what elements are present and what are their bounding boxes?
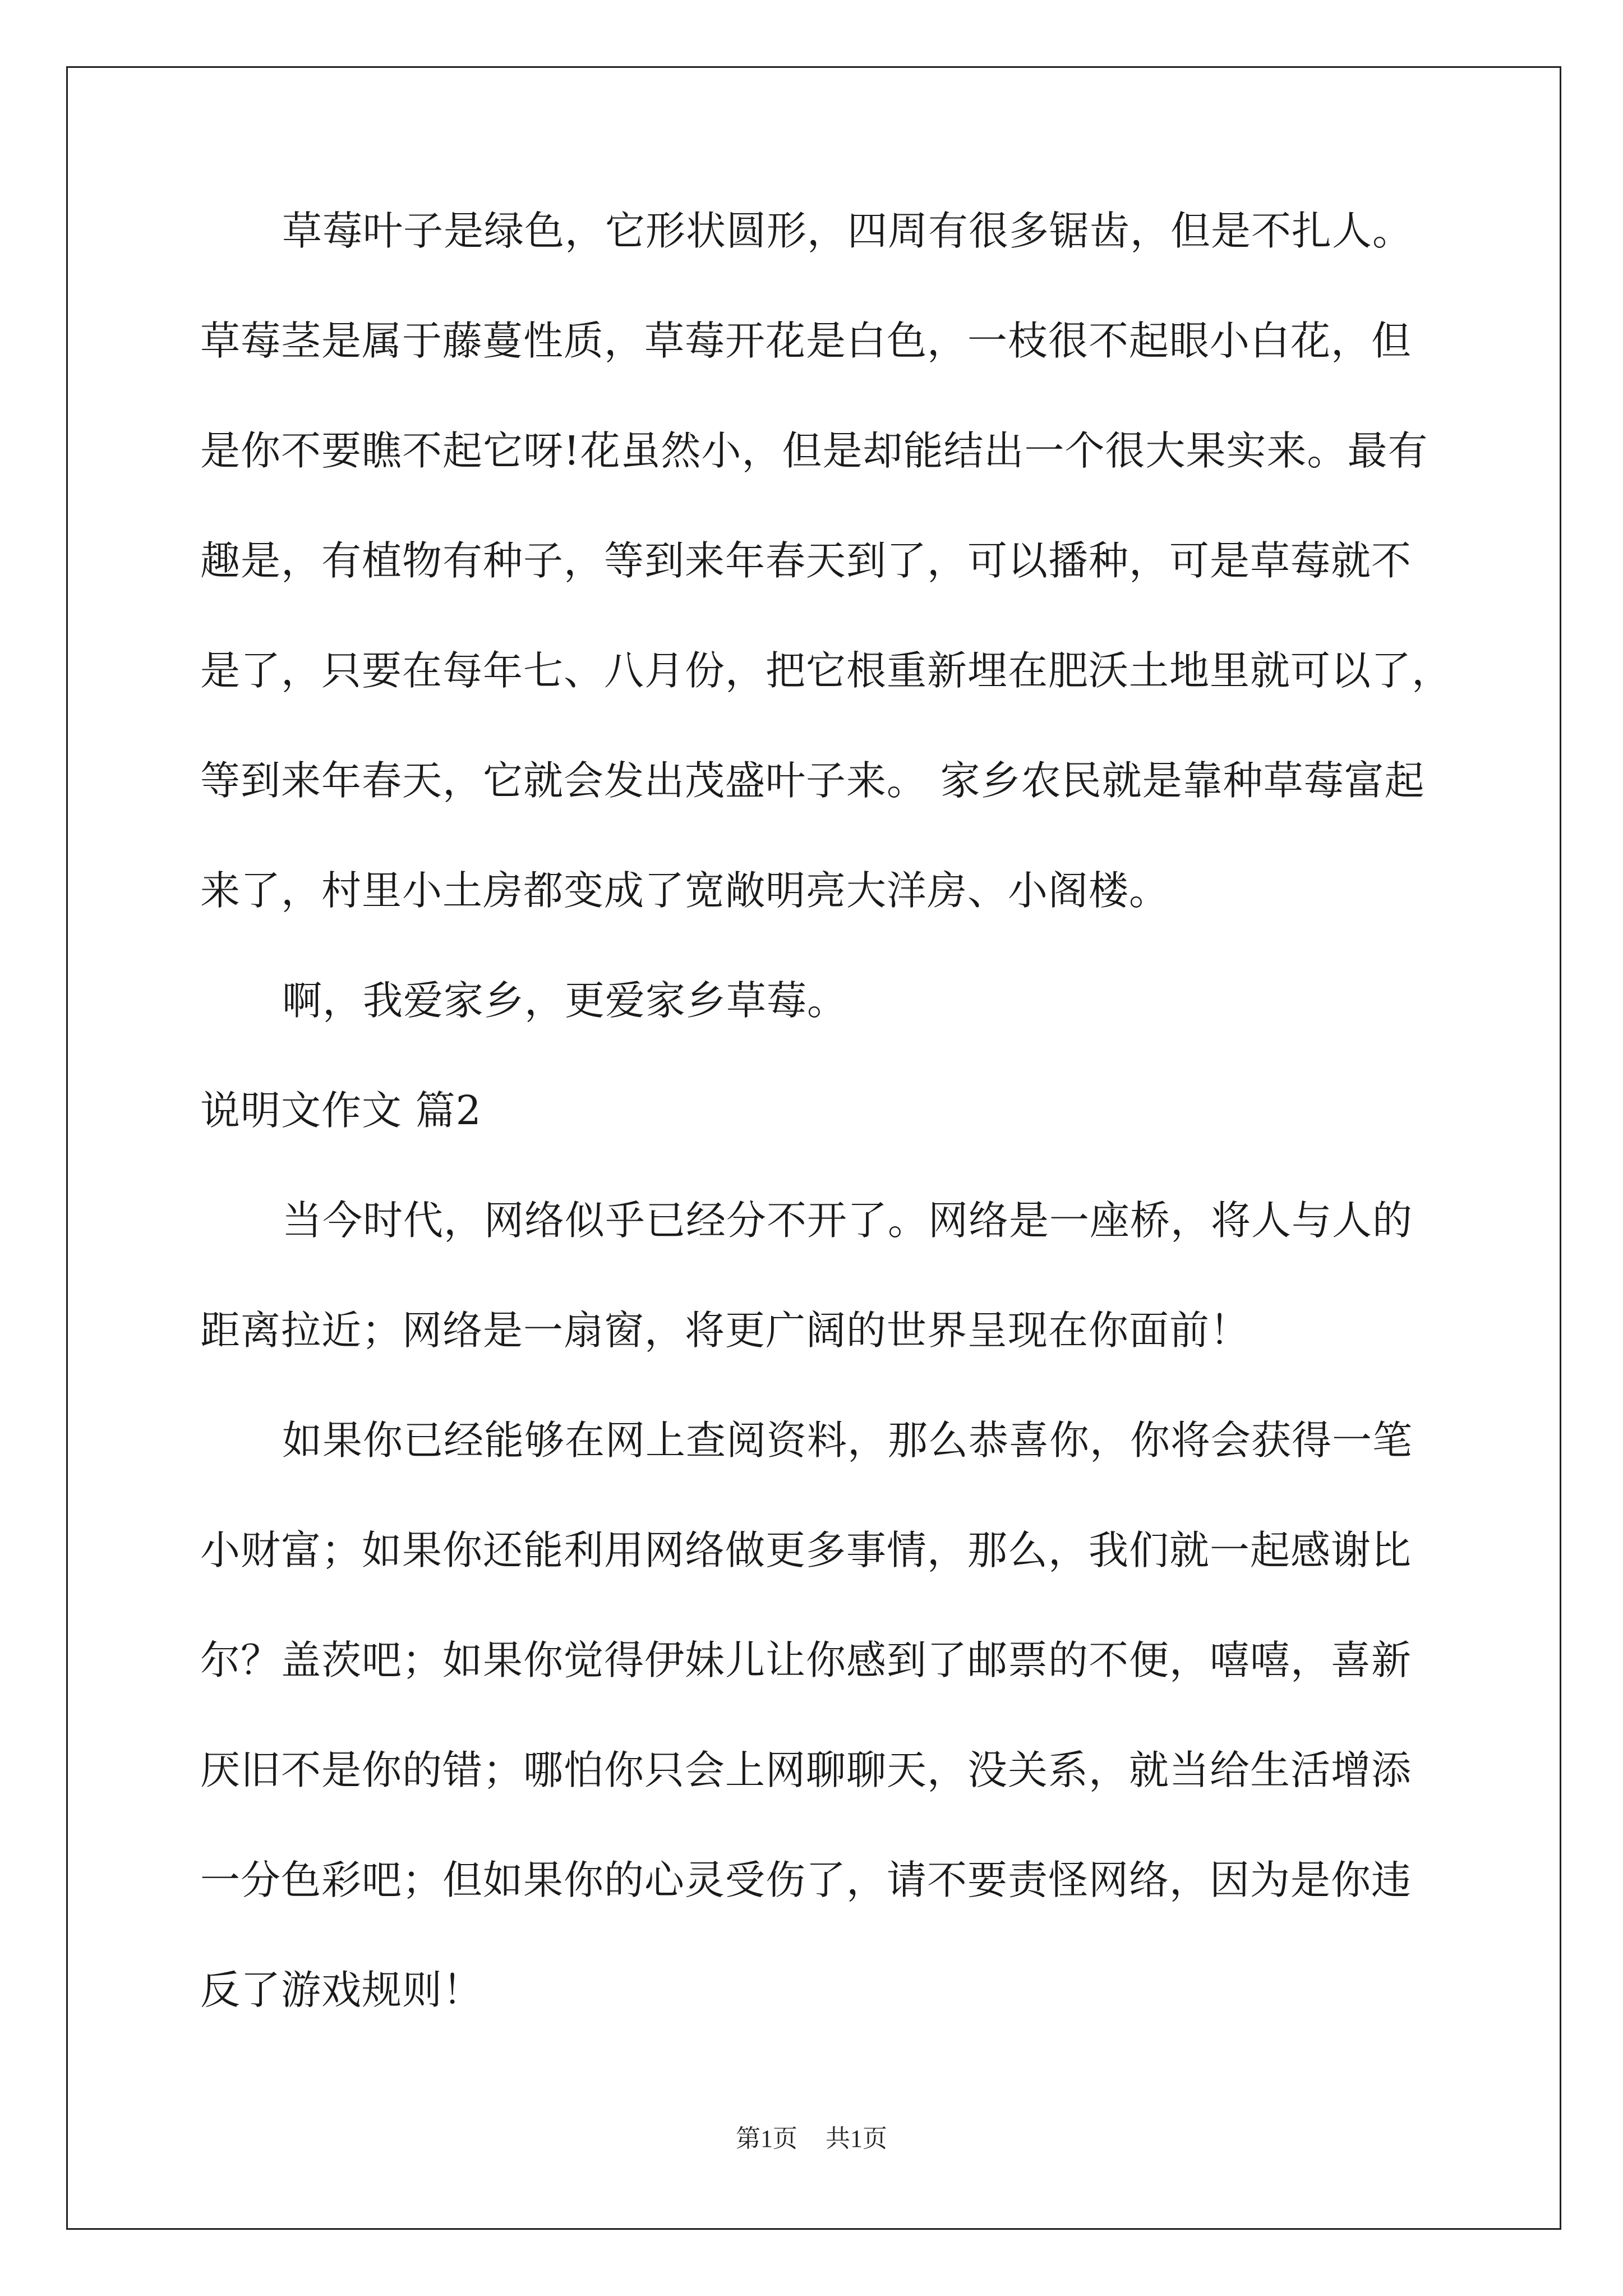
paragraph-1-line-4: 趣是，有植物有种子，等到来年春天到了，可以播种，可是草莓就不 [200,537,1412,584]
page-number: 第1页 [736,2125,797,2152]
paragraph-4-line-2: 小财富；如果你还能利用网络做更多事情，那么，我们就一起感谢比 [200,1527,1412,1573]
page-footer [0,2122,1623,2156]
paragraph-1-line-7: 来了，村里小土房都变成了宽敞明亮大洋房、小阁楼。 [200,867,1170,914]
paragraph-2-line-1: 啊，我爱家乡，更爱家乡草莓。 [282,977,848,1024]
section-title: 说明文作文 篇2 [200,1087,482,1134]
paragraph-4-line-1: 如果你已经能够在网上查阅资料，那么恭喜你，你将会获得一笔 [282,1417,1413,1464]
paragraph-3-line-2: 距离拉近；网络是一扇窗，将更广阔的世界呈现在你面前！ [200,1307,1251,1354]
paragraph-1-line-5: 是了，只要在每年七、八月份，把它根重新埋在肥沃土地里就可以了， [200,647,1453,694]
paragraph-3-line-1: 当今时代，网络似乎已经分不开了。网络是一座桥，将人与人的 [282,1197,1413,1244]
paragraph-1-line-2: 草莓茎是属于藤蔓性质，草莓开花是白色，一枝很不起眼小白花，但 [200,318,1412,364]
paragraph-1-line-1: 草莓叶子是绿色，它形状圆形，四周有很多锯齿，但是不扎人。 [282,208,1413,254]
paragraph-4-line-3: 尔？盖茨吧；如果你觉得伊妹儿让你感到了邮票的不便，嘻嘻，喜新 [200,1637,1412,1683]
page-total: 共1页 [826,2125,887,2152]
paragraph-1-line-6: 等到来年春天，它就会发出茂盛叶子来。 家乡农民就是靠种草莓富起 [200,757,1425,804]
paragraph-4-line-4: 厌旧不是你的错；哪怕你只会上网聊聊天，没关系，就当给生活增添 [200,1747,1412,1793]
paragraph-4-line-5: 一分色彩吧；但如果你的心灵受伤了，请不要责怪网络，因为是你违 [200,1857,1412,1903]
paragraph-4-line-6: 反了游戏规则！ [200,1967,483,2013]
paragraph-1-line-3: 是你不要瞧不起它呀!花虽然小，但是却能结出一个很大果实来。最有 [200,427,1428,474]
page-border [66,66,1561,2230]
